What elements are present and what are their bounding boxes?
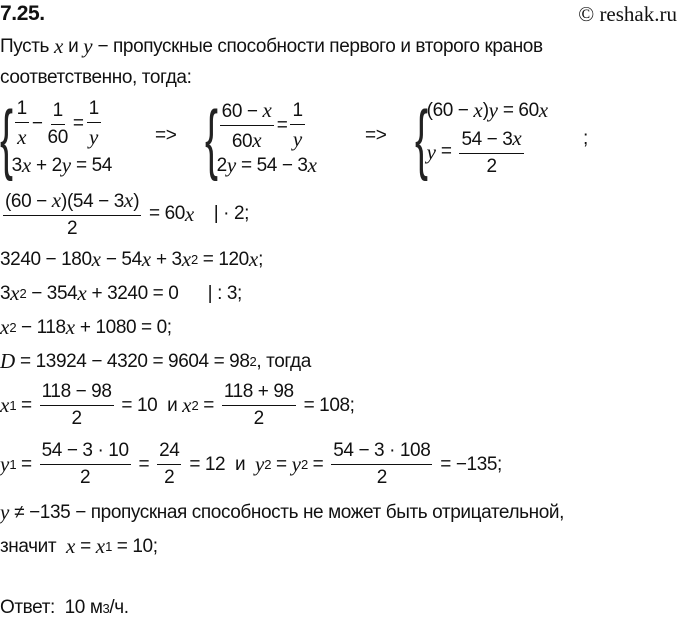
numerator	[157, 440, 181, 465]
text-segment: =	[133, 453, 155, 475]
system-2-eq2	[217, 153, 317, 178]
text-segment: (60 −	[5, 191, 52, 212]
denominator	[162, 465, 176, 489]
text-segment: 2	[376, 467, 387, 488]
text-segment: 60	[231, 131, 253, 152]
math-variable: y	[61, 153, 72, 177]
text-segment: /ч.	[109, 597, 129, 618]
fraction	[290, 100, 304, 152]
numerator	[51, 100, 65, 125]
text-segment: − пропускные способности первого и второго кранов	[92, 35, 543, 57]
text-segment: = 120	[197, 248, 249, 270]
text-segment: )	[482, 99, 489, 121]
math-variable: x	[0, 315, 10, 339]
text-segment: 1	[52, 99, 63, 121]
fraction	[222, 381, 296, 430]
system-3	[415, 94, 549, 182]
text-segment: ;	[583, 128, 588, 149]
fraction	[3, 188, 141, 240]
text-segment: = 60	[144, 203, 185, 224]
superscript: 2	[191, 252, 198, 267]
math-variable: x	[0, 393, 10, 417]
text-segment: 3240 − 180	[0, 248, 92, 270]
math-variable: D	[0, 349, 16, 373]
math-variable: y	[83, 34, 93, 58]
text-segment: −	[31, 113, 43, 134]
text-segment: − 54	[100, 248, 142, 270]
text-segment: = 108;	[298, 394, 355, 416]
brace: {	[0, 94, 13, 182]
text-segment: + 3	[151, 248, 182, 270]
math-variable: y	[226, 153, 237, 177]
denominator	[291, 125, 304, 152]
fraction	[459, 126, 523, 178]
text-segment: 2	[486, 156, 497, 177]
discriminant-line	[0, 349, 311, 374]
text-segment: =	[271, 453, 292, 475]
denominator	[375, 465, 389, 489]
text-segment: Ответ: 10 м	[0, 597, 103, 618]
superscript: 3	[102, 600, 110, 616]
implies-arrow	[365, 125, 386, 147]
problem-number: 7.25.	[0, 2, 45, 25]
text-segment: = −135;	[435, 453, 502, 475]
math-variable: x	[252, 128, 262, 152]
text-segment: )(54 − 3	[61, 191, 124, 212]
text-segment: =	[276, 114, 288, 136]
text-segment: =	[307, 453, 329, 475]
numerator	[40, 440, 131, 465]
system-2	[205, 94, 317, 182]
numerator	[220, 98, 274, 126]
denominator	[252, 406, 266, 430]
math-variable: y	[426, 139, 436, 164]
math-variable: x	[262, 98, 272, 122]
numerator	[15, 98, 29, 123]
brand-watermark: © reshak.ru	[578, 2, 677, 26]
math-variable: x	[141, 247, 152, 271]
math-variable: x	[181, 247, 192, 271]
text-segment: = 10 и	[116, 394, 183, 416]
conclusion-line-2	[0, 534, 158, 559]
intro-line	[0, 34, 543, 59]
system-2-eq1	[217, 98, 317, 153]
text-segment: 118 − 98	[41, 381, 112, 402]
denominator	[65, 216, 79, 240]
text-segment: 2	[71, 408, 82, 429]
brace: {	[415, 94, 428, 182]
text-segment: + 2	[31, 154, 62, 176]
text-segment: − 118	[16, 316, 66, 338]
numerator	[290, 100, 304, 125]
math-variable: y	[89, 125, 99, 149]
text-segment: 1	[88, 98, 99, 119]
numerator	[459, 126, 523, 154]
text-segment: 1	[292, 99, 303, 121]
numerator	[87, 98, 101, 123]
math-variable: x	[184, 201, 195, 226]
text-segment: Пусть	[0, 35, 54, 57]
math-variable: y	[0, 500, 10, 524]
text-segment: = 10;	[111, 535, 158, 557]
text-segment: | · 2;	[194, 203, 250, 224]
system-3-eq1	[427, 98, 548, 123]
math-variable: y	[292, 126, 303, 151]
subscript: 1	[9, 398, 17, 413]
text-segment: соответственно, тогда:	[0, 67, 192, 88]
math-variable: x	[95, 534, 106, 558]
text-segment: =	[72, 113, 84, 134]
fraction	[15, 98, 29, 150]
brace: {	[205, 94, 218, 182]
equation-line	[0, 188, 249, 240]
denominator	[485, 154, 499, 178]
text-segment: 54 − 3 · 10	[41, 440, 129, 461]
math-variable: x	[65, 534, 76, 558]
text-segment: + 1080 = 0;	[75, 316, 172, 338]
math-variable: x	[17, 125, 27, 149]
equation-line	[0, 247, 263, 272]
math-variable: y	[254, 452, 265, 476]
math-variable: x	[248, 247, 259, 271]
math-variable: x	[77, 281, 87, 305]
math-variable: x	[10, 281, 20, 305]
text-segment: 3	[11, 154, 22, 176]
implies-arrow	[155, 125, 176, 147]
text-segment: )	[133, 191, 140, 212]
subscript: 1	[9, 457, 17, 472]
text-segment: , тогда	[256, 350, 311, 372]
math-variable: x	[65, 315, 76, 339]
system-1	[0, 94, 112, 182]
text-segment: 2	[66, 218, 78, 239]
subscript: 2	[300, 457, 308, 472]
fraction	[40, 381, 114, 430]
conclusion-line	[0, 500, 564, 525]
text-segment: − 354	[26, 282, 78, 304]
text-segment: 2	[164, 467, 175, 488]
text-segment: =	[16, 394, 37, 416]
text-segment: 60	[47, 126, 68, 148]
text-segment: + 3240 = 0 | : 3;	[86, 282, 242, 304]
system-3-eq2	[427, 126, 548, 178]
subscript: 1	[105, 539, 112, 554]
fraction	[220, 98, 274, 153]
text-segment: = 60	[497, 99, 539, 121]
text-segment: =	[198, 394, 219, 416]
text-segment: 54 − 3	[461, 129, 513, 150]
text-segment: значит	[0, 535, 66, 557]
text-segment: = 54	[71, 154, 112, 176]
denominator	[230, 126, 264, 153]
text-segment: =>	[365, 125, 387, 146]
text-segment: =	[75, 535, 96, 557]
roots-x-line	[0, 381, 355, 430]
numerator	[3, 188, 141, 216]
text-segment: =	[435, 141, 457, 162]
text-segment: 118 + 98	[223, 381, 294, 402]
math-variable: x	[512, 126, 522, 150]
numerator	[222, 381, 296, 406]
text-segment: = 54 − 3	[236, 154, 308, 176]
text-segment: 1	[16, 98, 27, 119]
math-variable: x	[307, 153, 317, 177]
text-segment: (60 −	[426, 99, 474, 121]
text-segment: 2	[253, 408, 264, 429]
superscript: 2	[9, 320, 17, 335]
text-segment: 60 −	[221, 101, 263, 122]
text-segment: 24	[159, 440, 180, 461]
denominator	[46, 125, 70, 149]
subscript: 2	[264, 457, 272, 472]
math-variable: x	[51, 188, 62, 212]
math-variable: x	[21, 153, 32, 177]
denominator	[78, 465, 92, 489]
text-segment: =>	[155, 125, 177, 146]
text-segment: 2	[216, 154, 227, 176]
answer-line	[0, 597, 129, 619]
intro-line-2	[0, 67, 191, 89]
math-variable: x	[182, 393, 192, 417]
fraction	[40, 440, 131, 489]
text-segment: ;	[258, 248, 264, 270]
math-variable: y	[488, 98, 498, 122]
semicolon	[583, 128, 588, 150]
text-segment: 2	[80, 467, 91, 488]
denominator	[70, 406, 84, 430]
numerator	[331, 440, 432, 465]
math-variable: x	[538, 98, 549, 122]
system-1-eq2	[12, 153, 112, 178]
denominator	[15, 123, 28, 150]
numerator	[40, 381, 114, 406]
fraction	[331, 440, 432, 489]
roots-y-line	[0, 440, 502, 489]
math-variable: y	[291, 452, 301, 476]
text-segment: и	[63, 35, 84, 57]
equation-line	[0, 315, 172, 340]
superscript: 2	[19, 286, 27, 301]
math-variable: x	[123, 188, 134, 212]
subscript: 2	[191, 398, 199, 413]
text-segment: = 13924 − 4320 = 9604 = 98	[15, 350, 250, 372]
math-variable: x	[53, 34, 64, 58]
text-segment: ≠ −135 − пропускная способность не может быть отрицательной,	[9, 501, 564, 523]
fraction	[87, 98, 101, 150]
text-segment: =	[16, 453, 37, 475]
math-variable: y	[0, 452, 10, 476]
text-segment: 3	[0, 282, 11, 304]
equation-line	[0, 281, 242, 306]
math-variable: x	[91, 247, 101, 271]
fraction	[46, 100, 70, 149]
text-segment: 54 − 3 · 108	[333, 440, 431, 461]
superscript: 2	[249, 354, 257, 369]
system-1-eq1	[12, 98, 112, 150]
denominator	[87, 123, 100, 150]
text-segment: = 12 и	[184, 453, 255, 475]
fraction	[157, 440, 181, 489]
math-variable: x	[473, 98, 483, 122]
